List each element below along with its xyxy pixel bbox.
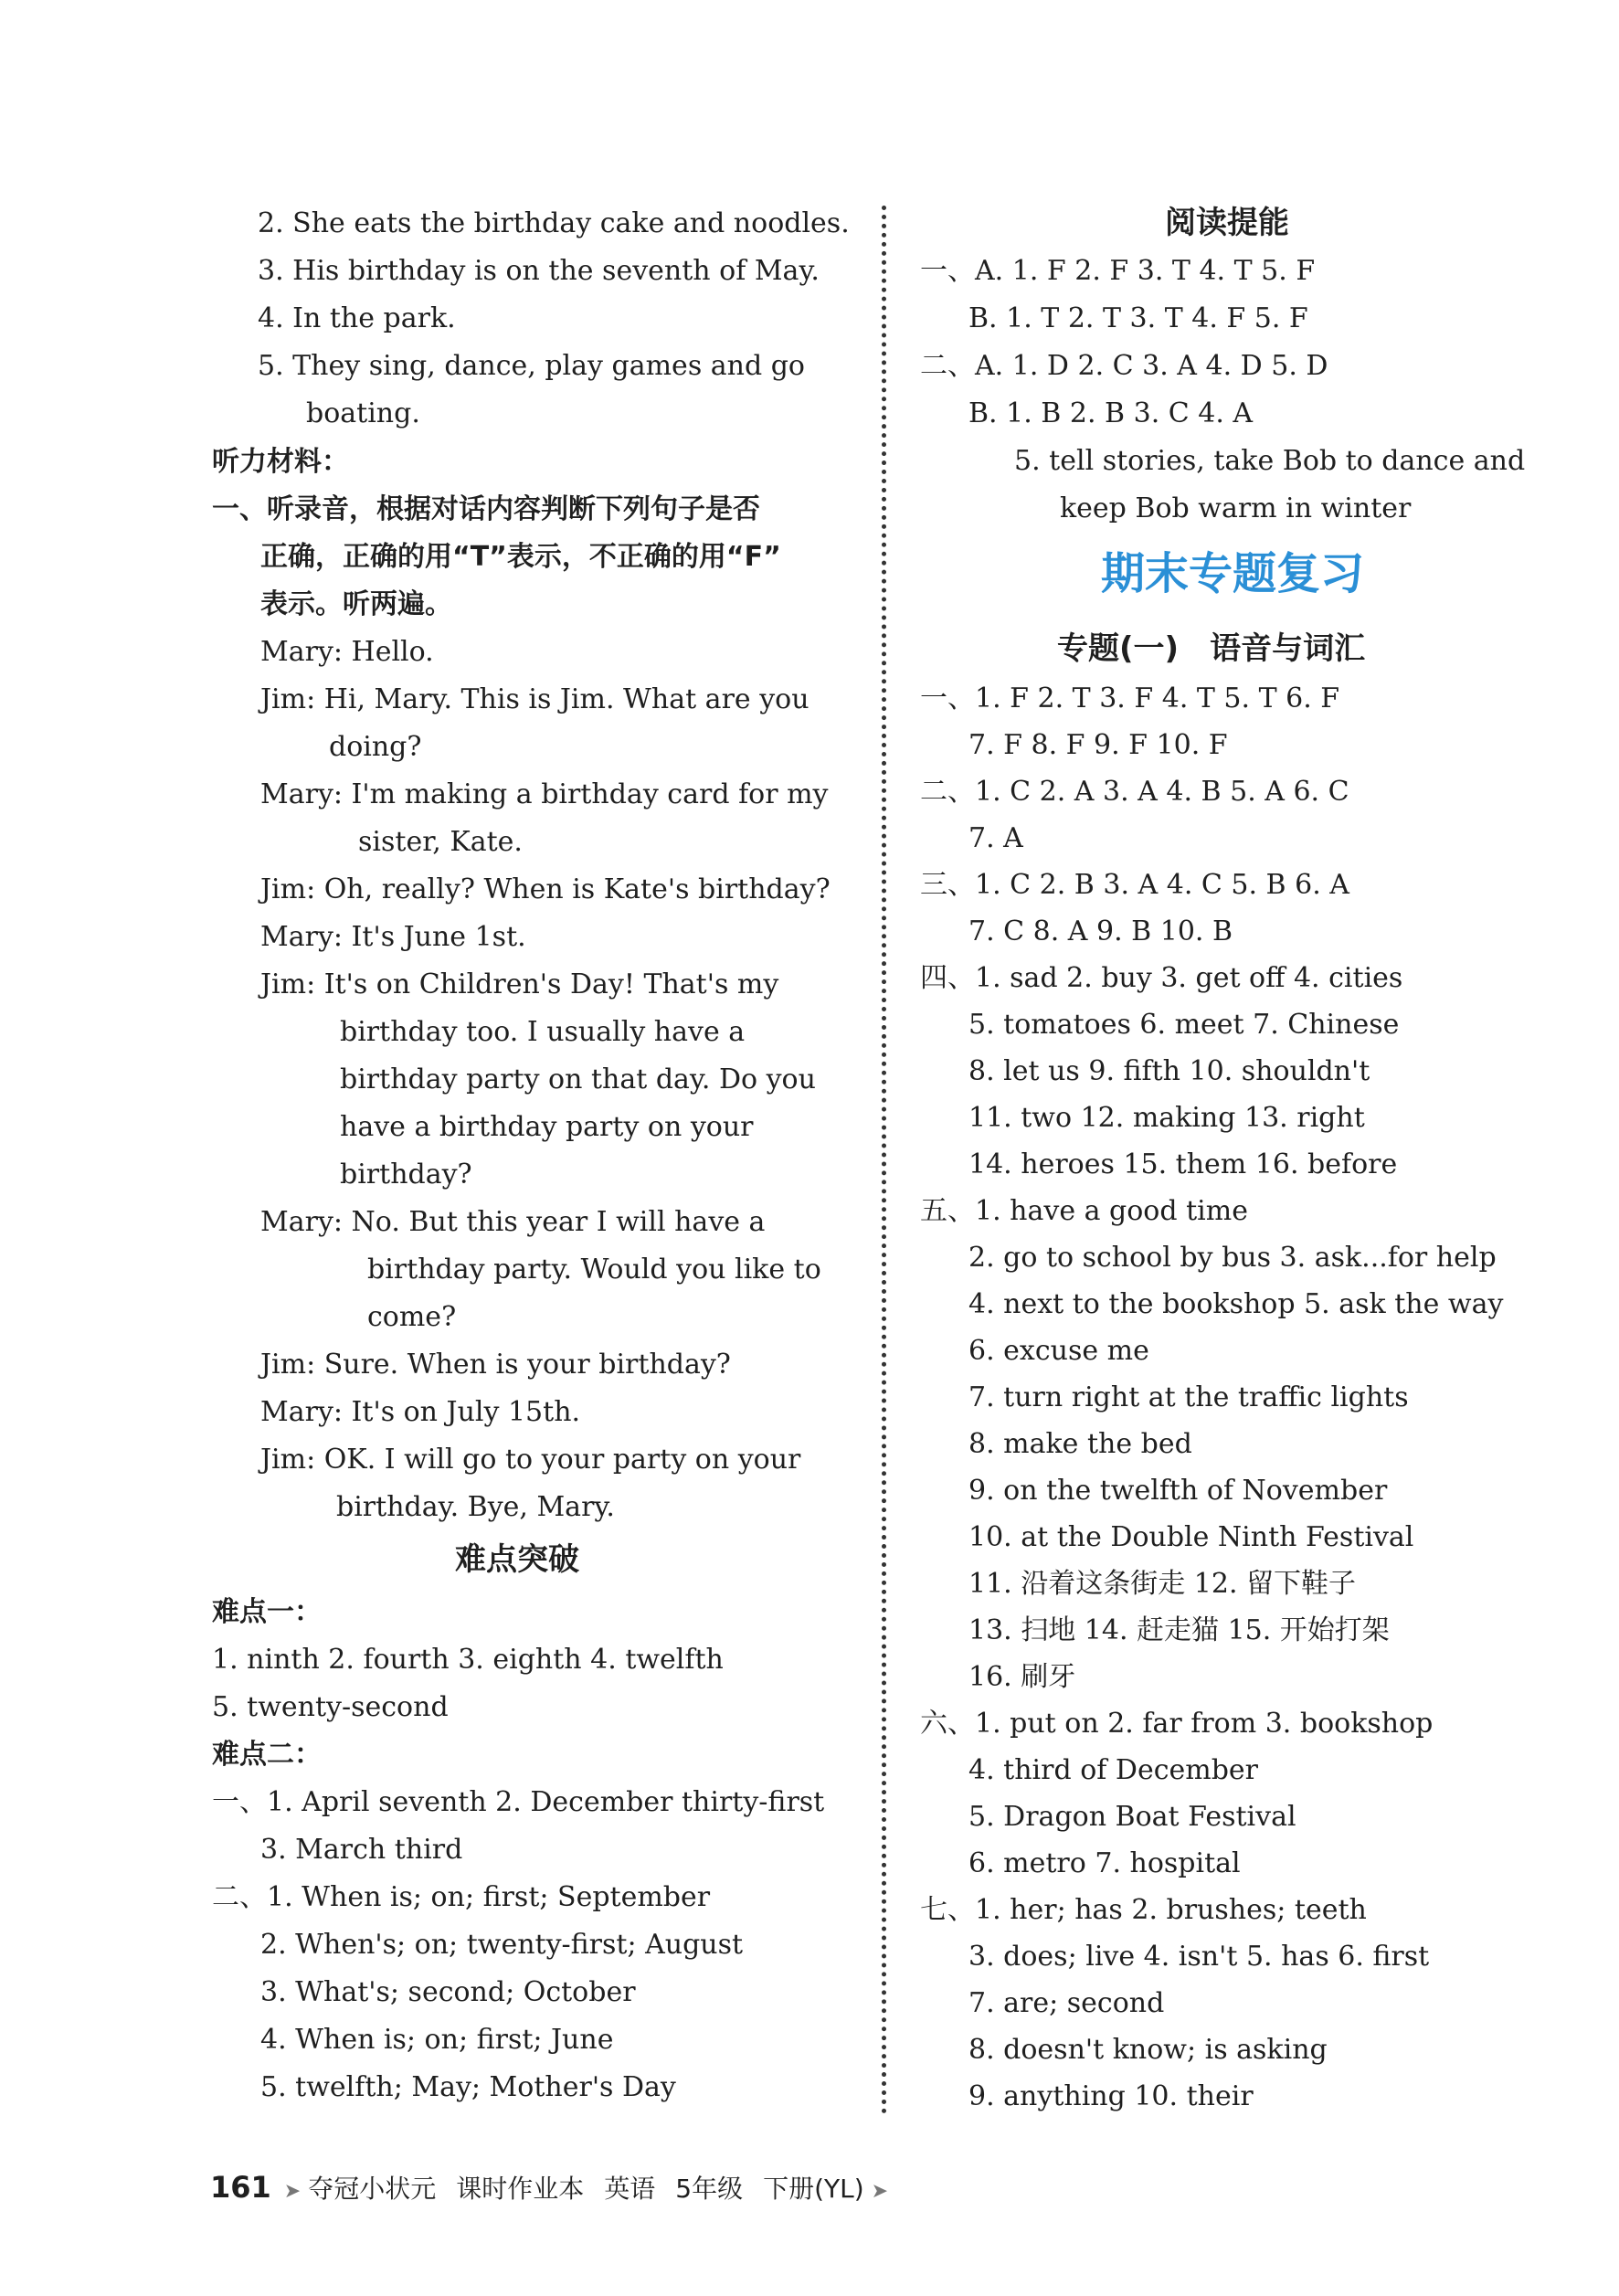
dialogue-line: Mary: I'm making a birthday card for my <box>260 778 829 810</box>
dialogue-line: Mary: It's on July 15th. <box>260 1396 581 1428</box>
answer-line: 七、1. her; has 2. brushes; teeth <box>920 1894 1367 1926</box>
dialogue-line: sister, Kate. <box>358 826 523 858</box>
answer-line: 四、1. sad 2. buy 3. get off 4. cities <box>920 962 1403 994</box>
answer-line: 一、1. April seventh 2. December thirty-first <box>212 1786 825 1818</box>
answer-line: 7. turn right at the traffic lights <box>968 1381 1409 1413</box>
answer-line: 8. make the bed <box>968 1428 1192 1460</box>
answer-line: 二、1. When is; on; first; September <box>212 1881 711 1913</box>
answer-line: 4. In the park. <box>258 302 456 334</box>
instruction-line: 表示。听两遍。 <box>260 588 452 620</box>
answer-line: 3. His birthday is on the seventh of May. <box>258 255 820 287</box>
dialogue-line: birthday too. I usually have a <box>340 1016 746 1048</box>
topic-title: 专题(一) 语音与词汇 <box>1057 630 1366 667</box>
answer-line: B. 1. B 2. B 3. C 4. A <box>968 397 1254 429</box>
answer-line: 一、A. 1. F 2. F 3. T 4. T 5. F <box>920 255 1316 287</box>
subject: 英语 <box>604 2174 656 2204</box>
dialogue-line: birthday party on that day. Do you <box>340 1063 816 1095</box>
answer-line: 10. at the Double Ninth Festival <box>968 1521 1414 1553</box>
answer-line: 5. They sing, dance, play games and go <box>258 350 805 382</box>
answer-line: 5. twelfth; May; Mother's Day <box>260 2071 676 2103</box>
answer-line: 7. are; second <box>968 1987 1165 2019</box>
dialogue-line: Jim: OK. I will go to your party on your <box>260 1444 801 1476</box>
answer-line: 4. next to the bookshop 5. ask the way <box>968 1288 1504 1320</box>
answer-line: 五、1. have a good time <box>920 1195 1248 1227</box>
chevron-right-icon: ➤ <box>871 2180 889 2203</box>
answer-line: 六、1. put on 2. far from 3. bookshop <box>920 1708 1434 1740</box>
dialogue-line: Mary: No. But this year I will have a <box>260 1206 766 1238</box>
answer-line: 三、1. C 2. B 3. A 4. C 5. B 6. A <box>920 869 1349 901</box>
answer-line: 11. 沿着这条街走 12. 留下鞋子 <box>968 1568 1357 1600</box>
answer-line: 5. tomatoes 6. meet 7. Chinese <box>968 1009 1400 1041</box>
instruction-line: 正确，正确的用“T”表示，不正确的用“F” <box>260 541 781 573</box>
answer-line: 5. tell stories, take Bob to dance and <box>1014 445 1526 477</box>
instruction-line: 一、听录音，根据对话内容判断下列句子是否 <box>212 493 760 525</box>
volume: 下册(YL) <box>763 2174 864 2204</box>
section-title-difficulty: 难点突破 <box>455 1541 579 1578</box>
chevron-right-icon: ➤ <box>283 2180 302 2203</box>
dialogue-line: doing? <box>329 731 422 763</box>
dialogue-line: Jim: Hi, Mary. This is Jim. What are you <box>260 683 810 715</box>
dialogue-line: have a birthday party on your <box>340 1111 754 1143</box>
final-review-title: 期末专题复习 <box>1101 548 1365 599</box>
dialogue-line: come? <box>367 1301 457 1333</box>
answer-line: 二、1. C 2. A 3. A 4. B 5. A 6. C <box>920 776 1349 808</box>
book-name: 课时作业本 <box>456 2174 585 2204</box>
answer-line: 2. When's; on; twenty-first; August <box>260 1929 744 1961</box>
dialogue-line: birthday party. Would you like to <box>367 1254 821 1286</box>
grade: 5年级 <box>675 2174 744 2204</box>
answer-line: 2. go to school by bus 3. ask...for help <box>968 1242 1497 1274</box>
point1-heading: 难点一： <box>212 1596 322 1628</box>
answer-line: 7. C 8. A 9. B 10. B <box>968 915 1233 947</box>
answer-line: 8. doesn't know; is asking <box>968 2034 1328 2066</box>
answer-line: 3. March third <box>260 1834 463 1866</box>
section-title-reading: 阅读提能 <box>1165 205 1289 241</box>
dialogue-line: birthday. Bye, Mary. <box>336 1491 615 1523</box>
answer-line: 14. heroes 15. them 16. before <box>968 1148 1398 1180</box>
answer-line: 11. two 12. making 13. right <box>968 1102 1365 1134</box>
dialogue-line: Jim: Sure. When is your birthday? <box>260 1349 731 1381</box>
answer-line: 3. What's; second; October <box>260 1976 636 2008</box>
answer-line: 8. let us 9. fifth 10. shouldn't <box>968 1055 1370 1087</box>
series-name: 夺冠小状元 <box>308 2174 437 2204</box>
answer-line: keep Bob warm in winter <box>1060 492 1412 524</box>
answer-line: 7. A <box>968 822 1023 854</box>
answer-line: 5. Dragon Boat Festival <box>968 1801 1296 1833</box>
answer-line: 二、A. 1. D 2. C 3. A 4. D 5. D <box>920 350 1328 382</box>
answer-line: 5. twenty-second <box>212 1691 449 1723</box>
listening-heading: 听力材料： <box>212 446 349 478</box>
answer-line: 1. ninth 2. fourth 3. eighth 4. twelfth <box>212 1644 724 1676</box>
answer-line: 9. anything 10. their <box>968 2080 1254 2112</box>
answer-line: 9. on the twelfth of November <box>968 1475 1388 1507</box>
answer-line: 6. excuse me <box>968 1335 1149 1367</box>
page-number: 161 <box>210 2170 271 2205</box>
answer-line: 7. F 8. F 9. F 10. F <box>968 729 1228 761</box>
column-divider <box>882 206 886 2115</box>
answer-line: 6. metro 7. hospital <box>968 1847 1241 1879</box>
dialogue-line: Mary: Hello. <box>260 636 434 668</box>
dialogue-line: Jim: Oh, really? When is Kate's birthday? <box>260 873 831 905</box>
dialogue-line: Jim: It's on Children's Day! That's my <box>260 968 779 1000</box>
answer-line: 4. third of December <box>968 1754 1259 1786</box>
point2-heading: 难点二： <box>212 1739 322 1771</box>
answer-line: 2. She eats the birthday cake and noodles. <box>258 207 850 239</box>
answer-line: B. 1. T 2. T 3. T 4. F 5. F <box>968 302 1308 334</box>
dialogue-line: Mary: It's June 1st. <box>260 921 526 953</box>
answer-line: 16. 刷牙 <box>968 1661 1076 1693</box>
answer-line: 3. does; live 4. isn't 5. has 6. first <box>968 1941 1430 1973</box>
page-footer <box>210 2167 895 2207</box>
answer-line: 13. 扫地 14. 赶走猫 15. 开始打架 <box>968 1614 1390 1646</box>
answer-line: boating. <box>306 397 420 429</box>
answer-line: 一、1. F 2. T 3. F 4. T 5. T 6. F <box>920 682 1340 714</box>
answer-line: 4. When is; on; first; June <box>260 2024 614 2056</box>
dialogue-line: birthday? <box>340 1159 472 1190</box>
